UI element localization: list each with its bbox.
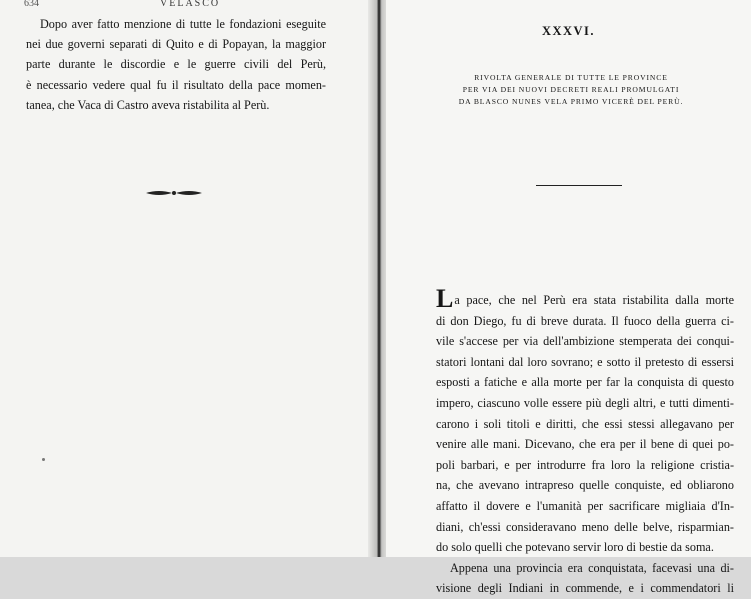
text-line: diani, ch'essi consideravano meno delle belve, risparmian-: [436, 519, 734, 534]
text-line: esposti a fatiche e alla morte per far la conquista di questo: [436, 375, 734, 390]
text-line: vile s'accese per via dell'ambizione stemperata dei conqui-: [436, 334, 734, 349]
chapter-body: [436, 284, 734, 599]
text-line: do solo quelli che potevano servir loro di bestie da soma.: [436, 540, 714, 555]
chapter-number: XXXVI.: [541, 24, 596, 38]
text-line: poli barbari, e per introdurre fra loro la religione cristia-: [436, 457, 734, 472]
first-line-text: a pace, che nel Perù era stata ristabilita dalla morte: [454, 293, 734, 307]
running-head: VELASCO: [160, 0, 221, 9]
right-page: [386, 0, 751, 596]
chapter-subtitle-line: PER VIA DEI NUOVI DECRETI REALI PROMULGATI: [462, 85, 680, 94]
section-rule: [536, 185, 622, 186]
text-line: Appena una provincia era conquistata, facevasi una di-: [450, 560, 734, 575]
text-line: na, che avevano intrapreso quelle conquiste, ed obliarono: [436, 478, 734, 493]
text-line: nei due governi separati di Quito e di Popayan, la maggior: [26, 37, 326, 52]
closing-paragraph: [26, 14, 326, 115]
drop-cap: L: [436, 284, 454, 313]
chapter-subtitle-line: DA BLASCO NUNES VELA PRIMO VICERÈ DEL PERÙ.: [458, 97, 684, 106]
text-line: è necessario vedere qual fu il risultato della pace momen-: [26, 77, 326, 92]
text-line: tanea, che Vaca di Castro aveva ristabilita al Perù.: [26, 97, 270, 112]
text-line: parte durante le discordie e le guerre civili del Perù,: [26, 57, 326, 72]
text-line: Dopo aver fatto menzione di tutte le fondazioni eseguite: [40, 17, 326, 31]
ink-speck: [42, 458, 45, 461]
text-line: [436, 284, 734, 313]
text-line: impero, ciascuno volle essere più degli altri, e tutti dimenti-: [436, 395, 734, 410]
text-line: venire alle mani. Dicevano, che era per il bene di quei po-: [436, 437, 734, 452]
text-line: visione degli Indiani in commende, e i commendatori li: [436, 581, 734, 596]
text-line: statori lontani dal loro sovrano; e sotto il pretesto di essersi: [436, 354, 734, 369]
left-page: [0, 0, 372, 557]
text-line: di don Diego, fu di breve durata. Il fuoco della guerra ci-: [436, 313, 734, 328]
chapter-subtitle-line: RIVOLTA GENERALE DI TUTTE LE PROVINCE: [474, 73, 668, 82]
text-line: carono i soli titoli e diritti, che essi stessi allegavano per: [436, 416, 734, 431]
ornament-icon: [144, 188, 204, 198]
page-number: 634: [24, 0, 39, 9]
text-line: affatto il dovere e l'umanità per sacrificare migliaia d'In-: [436, 498, 734, 513]
